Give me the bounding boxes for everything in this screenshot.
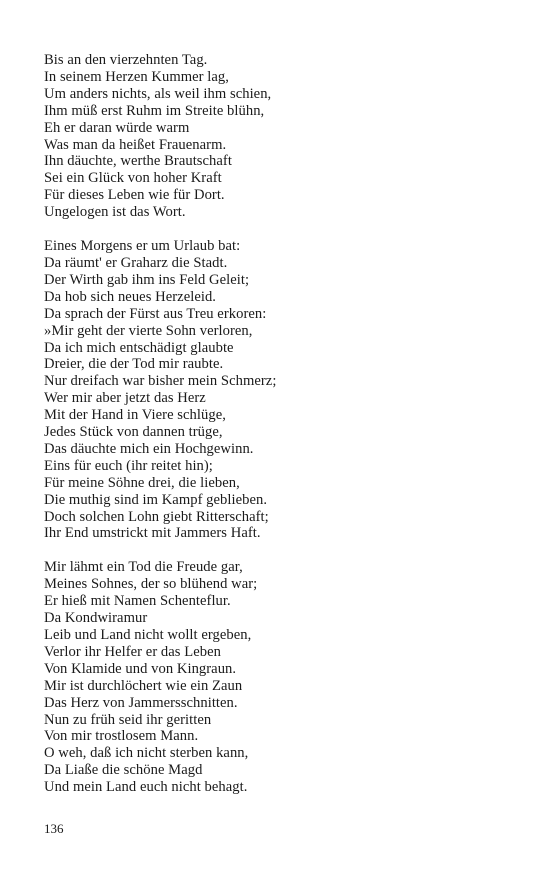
verse-line: Nun zu früh seid ihr geritten	[44, 711, 212, 728]
poem-text	[44, 52, 514, 796]
verse-line: Da räumt' er Graharz die Stadt.	[44, 254, 228, 271]
verse-line: In seinem Herzen Kummer lag,	[44, 68, 229, 85]
verse-line: Ihm müß erst Ruhm im Streite blühn,	[44, 102, 265, 119]
verse-line: Das Herz von Jammersschnitten.	[44, 694, 238, 711]
verse-line: Mir ist durchlöchert wie ein Zaun	[44, 677, 243, 694]
verse-line: Die muthig sind im Kampf geblieben.	[44, 491, 268, 508]
verse-line: Wer mir aber jetzt das Herz	[44, 390, 206, 407]
verse-line: Doch solchen Lohn giebt Ritterschaft;	[44, 508, 269, 525]
stanza-1	[44, 52, 514, 221]
verse-line: Ihn däuchte, werthe Brautschaft	[44, 153, 232, 170]
stanza-3	[44, 559, 514, 796]
verse-line: Jedes Stück von dannen trüge,	[44, 424, 223, 441]
verse-line: Da sprach der Fürst aus Treu erkoren:	[44, 305, 267, 322]
verse-line: Eins für euch (ihr reitet hin);	[44, 457, 213, 474]
verse-line: Eines Morgens er um Urlaub bat:	[44, 238, 241, 255]
verse-line: »Mir geht der vierte Sohn verloren,	[44, 322, 253, 339]
verse-line: Da Kondwiramur	[44, 610, 148, 627]
verse-line: Um anders nichts, als weil ihm schien,	[44, 85, 272, 102]
verse-line: Der Wirth gab ihm ins Feld Geleit;	[44, 271, 250, 288]
verse-line: Was man da heißet Frauenarm.	[44, 136, 227, 153]
verse-line: Sei ein Glück von hoher Kraft	[44, 170, 222, 187]
verse-line: Eh er daran würde warm	[44, 119, 190, 136]
verse-line: Ungelogen ist das Wort.	[44, 204, 186, 221]
verse-line: O weh, daß ich nicht sterben kann,	[44, 745, 249, 762]
verse-line: Für meine Söhne drei, die lieben,	[44, 474, 240, 491]
verse-line: Dreier, die der Tod mir raubte.	[44, 356, 224, 373]
verse-line: Bis an den vierzehnten Tag.	[44, 52, 208, 68]
verse-line: Ihr End umstrickt mit Jammers Haft.	[44, 525, 261, 542]
verse-line: Leib und Land nicht wollt ergeben,	[44, 627, 252, 643]
verse-line: Verlor ihr Helfer er das Leben	[44, 643, 221, 660]
verse-line: Das däuchte mich ein Hochgewinn.	[44, 440, 254, 457]
verse-line: Von Klamide und von Kingraun.	[44, 660, 237, 677]
verse-line: Mir lähmt ein Tod die Freude gar,	[44, 559, 243, 576]
page-number: 136	[44, 821, 64, 836]
verse-line: Nur dreifach war bisher mein Schmerz;	[44, 373, 277, 390]
stanza-2	[44, 238, 514, 542]
verse-line: Für dieses Leben wie für Dort.	[44, 187, 225, 204]
verse-line: Da hob sich neues Herzeleid.	[44, 288, 216, 305]
verse-line: Mit der Hand in Viere schlüge,	[44, 407, 226, 424]
verse-line: Meines Sohnes, der so blühend war;	[44, 576, 258, 593]
verse-line: Da Liaße die schöne Magd	[44, 762, 203, 779]
verse-line: Von mir trostlosem Mann.	[44, 728, 199, 745]
verse-line: Da ich mich entschädigt glaubte	[44, 339, 234, 356]
verse-line: Er hieß mit Namen Schenteflur.	[44, 593, 231, 610]
verse-line: Und mein Land euch nicht behagt.	[44, 779, 248, 796]
